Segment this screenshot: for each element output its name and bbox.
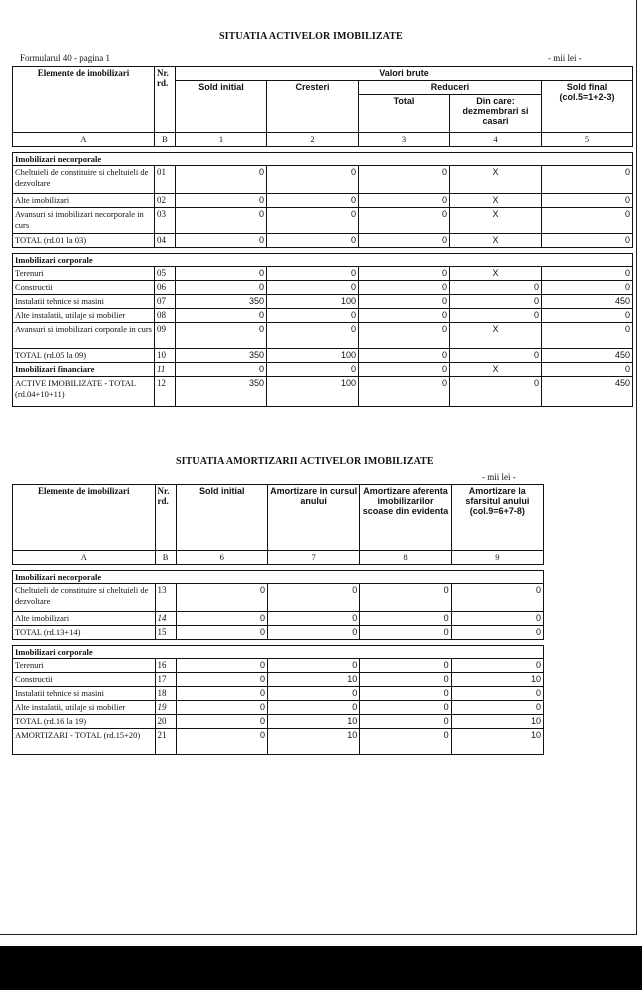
letter-4: 4 xyxy=(450,133,542,147)
cell-cresteri: 100 xyxy=(267,349,359,363)
header-reduceri: Reduceri xyxy=(359,81,542,95)
cell-sold-final: 450 xyxy=(542,377,633,407)
cell-amortizare-curs: 0 xyxy=(267,612,359,626)
row-label: TOTAL (rd.05 la 09) xyxy=(13,349,155,363)
cell-cresteri: 0 xyxy=(267,267,359,281)
table-row xyxy=(13,295,633,309)
cell-sold-initial: 0 xyxy=(176,234,267,248)
cell-amortizare-sfarsit: 10 xyxy=(451,673,543,687)
unit-label-1: - mii lei - xyxy=(548,53,582,63)
letter-6: 6 xyxy=(176,551,267,565)
cell-amortizare-curs: 0 xyxy=(267,659,359,673)
letter-7: 7 xyxy=(267,551,359,565)
header-cresteri: Cresteri xyxy=(267,81,359,133)
cell-sold-initial: 0 xyxy=(176,715,267,729)
cell-sold-initial: 0 xyxy=(176,612,267,626)
cell-din-care: X xyxy=(450,208,542,234)
row-label: TOTAL (rd.13+14) xyxy=(13,626,156,640)
cell-din-care: 0 xyxy=(450,309,542,323)
title-amortizare: SITUATIA AMORTIZARII ACTIVELOR IMOBILIZATE xyxy=(176,456,434,467)
scan-border-band xyxy=(0,946,642,990)
cell-total: 0 xyxy=(359,281,450,295)
cell-sold-initial: 0 xyxy=(176,673,267,687)
cell-sold-final: 0 xyxy=(542,267,633,281)
row-label: Alte instalatii, utilaje si mobilier xyxy=(13,309,155,323)
header-sold-initial: Sold initial xyxy=(176,81,267,133)
header-nr-rd: Nr. rd. xyxy=(155,67,176,133)
section-corporale: Imobilizari corporale xyxy=(13,254,633,267)
cell-amortizare-aferenta: 0 xyxy=(360,701,451,715)
row-nr: 08 xyxy=(155,309,176,323)
table-row xyxy=(13,612,544,626)
cell-amortizare-curs: 10 xyxy=(267,673,359,687)
row-label: Constructii xyxy=(13,673,156,687)
cell-amortizare-aferenta: 0 xyxy=(360,673,451,687)
table-row xyxy=(13,349,633,363)
cell-din-care: X xyxy=(450,363,542,377)
row-nr: 14 xyxy=(155,612,176,626)
table-row xyxy=(13,323,633,349)
row-nr: 20 xyxy=(155,715,176,729)
cell-amortizare-sfarsit: 0 xyxy=(451,612,543,626)
row-nr: 17 xyxy=(155,673,176,687)
cell-sold-initial: 0 xyxy=(176,363,267,377)
row-nr: 06 xyxy=(155,281,176,295)
cell-sold-initial: 0 xyxy=(176,584,267,612)
table-row xyxy=(13,701,544,715)
cell-total: 0 xyxy=(359,194,450,208)
header-valori-brute: Valori brute xyxy=(176,67,633,81)
row-nr: 12 xyxy=(155,377,176,407)
cell-cresteri: 0 xyxy=(267,194,359,208)
cell-total: 0 xyxy=(359,166,450,194)
header-total: Total xyxy=(359,95,450,133)
row-nr: 13 xyxy=(155,584,176,612)
cell-din-care: X xyxy=(450,166,542,194)
row-nr: 10 xyxy=(155,349,176,363)
cell-amortizare-aferenta: 0 xyxy=(360,729,451,755)
row-label: Cheltuieli de constituire si cheltuieli de dezvoltare xyxy=(13,584,156,612)
cell-sold-initial: 350 xyxy=(176,349,267,363)
table-row xyxy=(13,626,544,640)
cell-sold-final: 0 xyxy=(542,208,633,234)
letter-8: 8 xyxy=(360,551,451,565)
letter-2: 2 xyxy=(267,133,359,147)
cell-amortizare-sfarsit: 10 xyxy=(451,715,543,729)
cell-din-care: 0 xyxy=(450,377,542,407)
row-nr: 19 xyxy=(155,701,176,715)
cell-amortizare-aferenta: 0 xyxy=(360,715,451,729)
row-nr: 05 xyxy=(155,267,176,281)
cell-sold-initial: 0 xyxy=(176,208,267,234)
cell-cresteri: 0 xyxy=(267,281,359,295)
row-nr: 16 xyxy=(155,659,176,673)
cell-din-care: 0 xyxy=(450,349,542,363)
cell-din-care: X xyxy=(450,267,542,281)
cell-amortizare-curs: 10 xyxy=(267,729,359,755)
unit-label-2: - mii lei - xyxy=(482,472,516,482)
cell-cresteri: 100 xyxy=(267,295,359,309)
cell-sold-initial: 0 xyxy=(176,687,267,701)
cell-sold-initial: 0 xyxy=(176,267,267,281)
table-row xyxy=(13,208,633,234)
table-amortizare xyxy=(12,484,544,755)
letter-3: 3 xyxy=(359,133,450,147)
table-row xyxy=(13,715,544,729)
row-nr: 09 xyxy=(155,323,176,349)
row-label: TOTAL (rd.01 la 03) xyxy=(13,234,155,248)
letter-a: A xyxy=(13,133,155,147)
row-label: Alte instalatii, utilaje si mobilier xyxy=(13,701,156,715)
cell-amortizare-curs: 10 xyxy=(267,715,359,729)
cell-amortizare-sfarsit: 0 xyxy=(451,626,543,640)
letter-a: A xyxy=(13,551,156,565)
cell-total: 0 xyxy=(359,377,450,407)
cell-amortizare-sfarsit: 0 xyxy=(451,701,543,715)
row-nr: 11 xyxy=(155,363,176,377)
table-row xyxy=(13,166,633,194)
section-corporale: Imobilizari corporale xyxy=(13,646,544,659)
letter-1: 1 xyxy=(176,133,267,147)
header-amortizare-aferenta: Amortizare aferenta imobilizarilor scoase din evidenta xyxy=(360,485,451,551)
cell-sold-initial: 350 xyxy=(176,377,267,407)
letter-b: B xyxy=(155,551,176,565)
cell-total: 0 xyxy=(359,309,450,323)
row-label: Avansuri si imobilizari necorporale in curs xyxy=(13,208,155,234)
cell-total: 0 xyxy=(359,363,450,377)
cell-cresteri: 0 xyxy=(267,363,359,377)
cell-total: 0 xyxy=(359,295,450,309)
form-label: Formularul 40 - pagina 1 xyxy=(20,53,110,63)
section-necorporale: Imobilizari necorporale xyxy=(13,571,544,584)
cell-amortizare-aferenta: 0 xyxy=(360,687,451,701)
table-row xyxy=(13,584,544,612)
cell-sold-final: 0 xyxy=(542,281,633,295)
cell-cresteri: 100 xyxy=(267,377,359,407)
cell-amortizare-sfarsit: 0 xyxy=(451,687,543,701)
cell-amortizare-aferenta: 0 xyxy=(360,612,451,626)
table-row xyxy=(13,234,633,248)
cell-amortizare-sfarsit: 0 xyxy=(451,659,543,673)
row-label: TOTAL (rd.16 la 19) xyxy=(13,715,156,729)
section-necorporale: Imobilizari necorporale xyxy=(13,153,633,166)
cell-sold-final: 0 xyxy=(542,309,633,323)
title-activ-imobilizate: SITUATIA ACTIVELOR IMOBILIZATE xyxy=(219,31,403,42)
cell-sold-initial: 0 xyxy=(176,701,267,715)
header-sold-initial: Sold initial xyxy=(176,485,267,551)
cell-sold-initial: 0 xyxy=(176,626,267,640)
cell-sold-final: 450 xyxy=(542,349,633,363)
cell-amortizare-sfarsit: 10 xyxy=(451,729,543,755)
cell-sold-initial: 0 xyxy=(176,194,267,208)
cell-din-care: 0 xyxy=(450,281,542,295)
cell-din-care: X xyxy=(450,234,542,248)
cell-cresteri: 0 xyxy=(267,309,359,323)
table-row xyxy=(13,659,544,673)
cell-amortizare-aferenta: 0 xyxy=(360,659,451,673)
cell-total: 0 xyxy=(359,323,450,349)
row-label: Instalatii tehnice si masini xyxy=(13,295,155,309)
row-label: Constructii xyxy=(13,281,155,295)
row-nr: 15 xyxy=(155,626,176,640)
cell-sold-initial: 0 xyxy=(176,281,267,295)
table-row xyxy=(13,267,633,281)
header-amortizare-sfarsit: Amortizare la sfarsitul anului (col.9=6+7-8) xyxy=(451,485,543,551)
cell-total: 0 xyxy=(359,234,450,248)
cell-sold-final: 450 xyxy=(542,295,633,309)
cell-total: 0 xyxy=(359,208,450,234)
table-row xyxy=(13,377,633,407)
cell-cresteri: 0 xyxy=(267,323,359,349)
row-label: Alte imobilizari xyxy=(13,194,155,208)
cell-amortizare-curs: 0 xyxy=(267,626,359,640)
header-din-care: Din care: dezmembrari si casari xyxy=(450,95,542,133)
row-label: ACTIVE IMOBILIZATE - TOTAL (rd.04+10+11) xyxy=(13,377,155,407)
table-row xyxy=(13,194,633,208)
cell-sold-initial: 0 xyxy=(176,323,267,349)
cell-amortizare-curs: 0 xyxy=(267,687,359,701)
row-label: Terenuri xyxy=(13,267,155,281)
row-label: AMORTIZARI - TOTAL (rd.15+20) xyxy=(13,729,156,755)
cell-din-care: 0 xyxy=(450,295,542,309)
row-nr: 01 xyxy=(155,166,176,194)
letter-5: 5 xyxy=(542,133,633,147)
letter-9: 9 xyxy=(451,551,543,565)
row-label: Cheltuieli de constituire si cheltuieli de dezvoltare xyxy=(13,166,155,194)
cell-amortizare-curs: 0 xyxy=(267,584,359,612)
table-row xyxy=(13,363,633,377)
cell-amortizare-aferenta: 0 xyxy=(360,584,451,612)
table-row xyxy=(13,281,633,295)
cell-cresteri: 0 xyxy=(267,208,359,234)
row-label: Terenuri xyxy=(13,659,156,673)
row-nr: 04 xyxy=(155,234,176,248)
cell-cresteri: 0 xyxy=(267,234,359,248)
table-activ-imobilizate xyxy=(12,66,633,407)
header-elemente: Elemente de imobilizari xyxy=(13,67,155,133)
table-row xyxy=(13,309,633,323)
table-row xyxy=(13,673,544,687)
cell-total: 0 xyxy=(359,349,450,363)
cell-sold-final: 0 xyxy=(542,166,633,194)
row-nr: 18 xyxy=(155,687,176,701)
cell-sold-final: 0 xyxy=(542,234,633,248)
cell-din-care: X xyxy=(450,323,542,349)
cell-sold-final: 0 xyxy=(542,323,633,349)
header-elemente: Elemente de imobilizari xyxy=(13,485,156,551)
row-label: Avansuri si imobilizari corporale in curs xyxy=(13,323,155,349)
header-sold-final: Sold final (col.5=1+2-3) xyxy=(542,81,633,133)
row-nr: 03 xyxy=(155,208,176,234)
letter-b: B xyxy=(155,133,176,147)
cell-sold-initial: 350 xyxy=(176,295,267,309)
row-nr: 21 xyxy=(155,729,176,755)
cell-amortizare-aferenta: 0 xyxy=(360,626,451,640)
cell-amortizare-curs: 0 xyxy=(267,701,359,715)
row-nr: 07 xyxy=(155,295,176,309)
row-nr: 02 xyxy=(155,194,176,208)
table-row xyxy=(13,729,544,755)
cell-sold-final: 0 xyxy=(542,363,633,377)
row-label: Imobilizari financiare xyxy=(13,363,155,377)
cell-sold-initial: 0 xyxy=(176,166,267,194)
cell-sold-initial: 0 xyxy=(176,729,267,755)
cell-din-care: X xyxy=(450,194,542,208)
header-nr-rd: Nr. rd. xyxy=(155,485,176,551)
table-row xyxy=(13,687,544,701)
row-label: Instalatii tehnice si masini xyxy=(13,687,156,701)
cell-sold-initial: 0 xyxy=(176,659,267,673)
cell-total: 0 xyxy=(359,267,450,281)
cell-sold-final: 0 xyxy=(542,194,633,208)
cell-cresteri: 0 xyxy=(267,166,359,194)
cell-sold-initial: 0 xyxy=(176,309,267,323)
row-label: Alte imobilizari xyxy=(13,612,156,626)
cell-amortizare-sfarsit: 0 xyxy=(451,584,543,612)
header-amortizare-curs: Amortizare in cursul anului xyxy=(267,485,359,551)
